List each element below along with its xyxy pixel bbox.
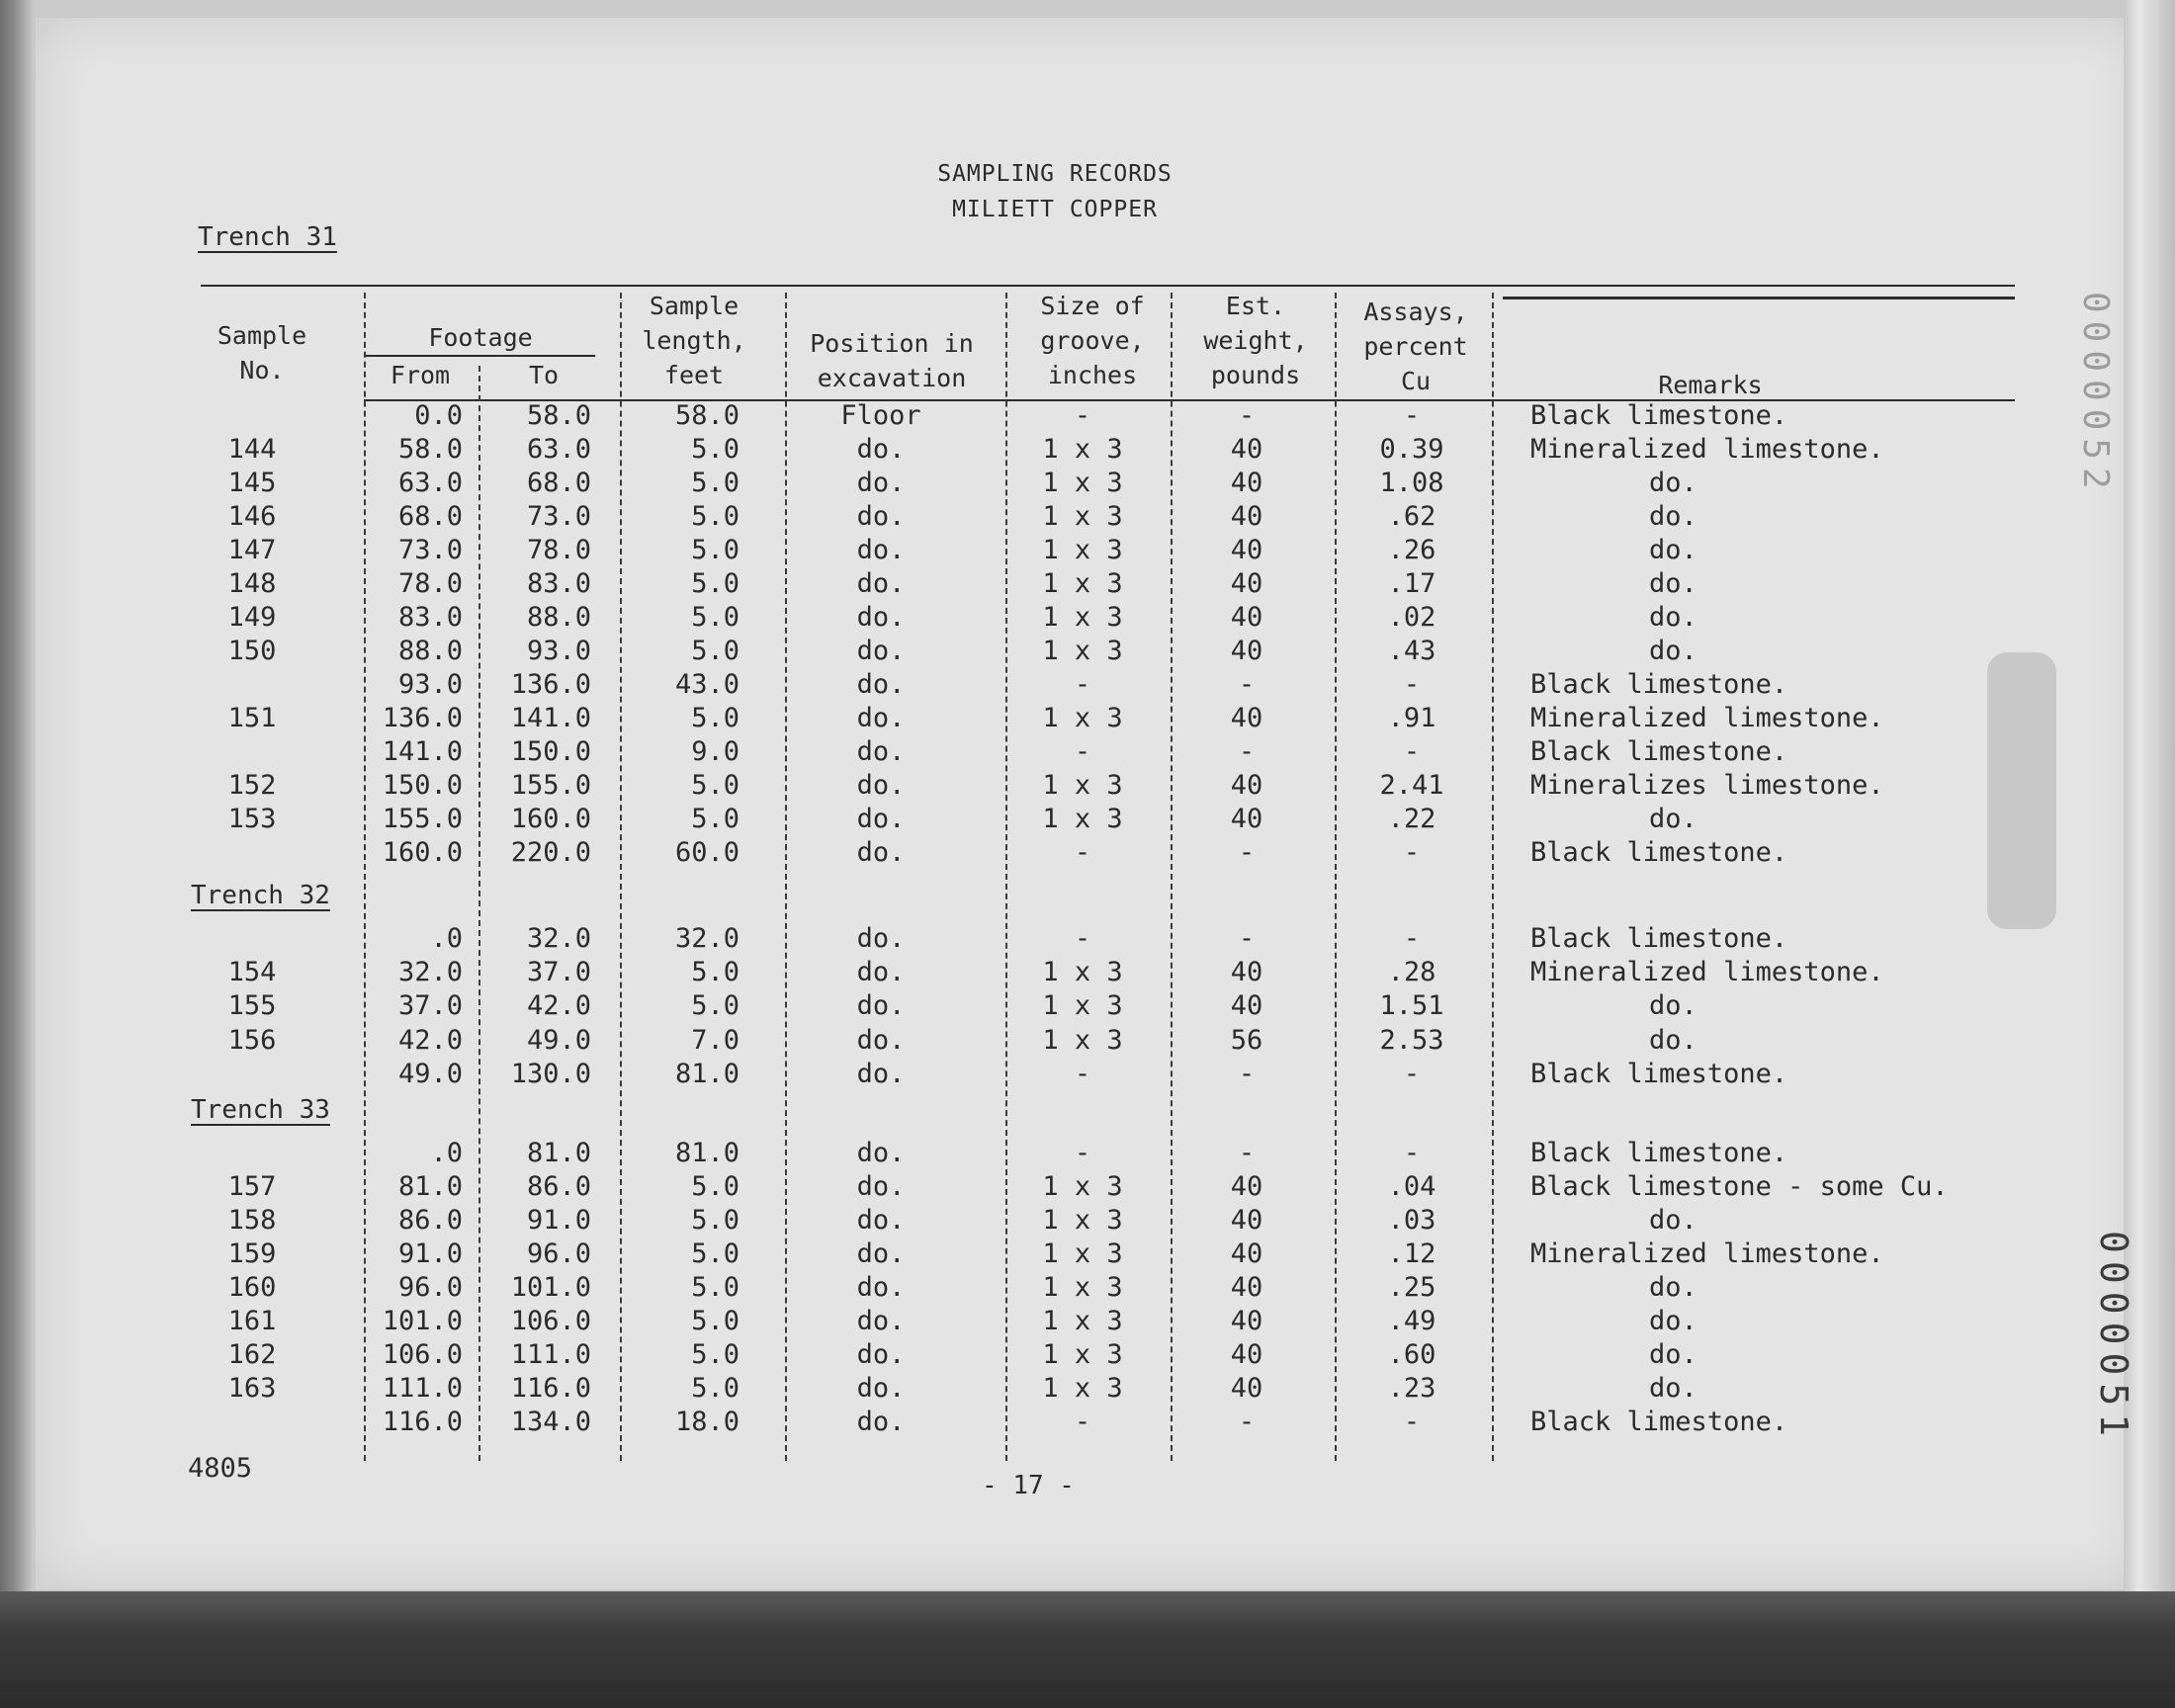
cell-footage-from: 91.0 [397, 1238, 463, 1269]
cell-sample-no [208, 1406, 297, 1439]
cell-weight: 40 [1230, 568, 1263, 599]
cell-sample-length: 5.0 [691, 468, 740, 498]
cell-sample-length: 5.0 [691, 1306, 740, 1336]
cell-remarks: do. [1649, 804, 1697, 834]
cell-footage-to: 63.0 [526, 434, 591, 465]
scan-bottom-border [0, 1591, 2175, 1708]
cell-position: do. [856, 501, 906, 532]
cell-sample-no: 151 [227, 703, 277, 733]
cell-groove-size: 1 x 3 [1042, 468, 1123, 498]
trench-label-31: Trench 31 [198, 222, 337, 252]
cell-assay-cu: .60 [1387, 1339, 1436, 1370]
header-weight-line3: pounds [1210, 361, 1301, 389]
cell-footage-from: 37.0 [397, 990, 463, 1021]
cell-footage-from: 58.0 [397, 434, 463, 465]
cell-sample-no [208, 1137, 297, 1170]
cell-remarks: do. [1649, 602, 1697, 633]
trench-label: Trench 32 [191, 881, 330, 910]
cell-weight: - [1238, 1407, 1256, 1437]
cell-footage-from: 96.0 [397, 1272, 463, 1303]
cell-sample-length: 60.0 [674, 837, 740, 868]
cell-remarks: Black limestone. [1530, 1059, 1788, 1089]
cell-remarks: do. [1649, 990, 1697, 1021]
header-groove-size [1018, 289, 1167, 392]
cell-assay-cu: .26 [1387, 535, 1436, 565]
cell-assay-cu: 2.53 [1379, 1025, 1444, 1056]
cell-assay-cu: .49 [1387, 1306, 1436, 1336]
cell-footage-from: 83.0 [397, 602, 463, 633]
cell-sample-length: 5.0 [691, 1205, 740, 1236]
header-sample-line: Sample [217, 321, 307, 350]
cell-groove-size: 1 x 3 [1042, 568, 1123, 599]
cell-sample-no: 150 [227, 636, 277, 666]
cell-groove-size: - [1074, 1059, 1091, 1089]
header-groove-line3: inches [1047, 361, 1138, 389]
cell-sample-no: 154 [227, 957, 277, 987]
paper-smudge [1987, 652, 2056, 929]
cell-sample-no: 148 [227, 568, 277, 599]
cell-sample-no: 144 [227, 434, 277, 465]
cell-remarks: Black limestone. [1530, 837, 1788, 868]
cell-remarks: do. [1649, 1205, 1697, 1236]
cell-sample-length: 5.0 [691, 636, 740, 666]
document-subtitle: MILIETT COPPER [952, 197, 1158, 222]
cell-weight: 56 [1230, 1025, 1263, 1056]
cell-sample-no: 161 [227, 1306, 277, 1336]
cell-footage-from: 86.0 [397, 1205, 463, 1236]
cell-remarks: Black limestone. [1530, 1407, 1788, 1437]
cell-remarks: Black limestone. [1530, 400, 1788, 431]
cell-footage-from: 49.0 [397, 1059, 463, 1089]
cell-weight: - [1238, 736, 1256, 767]
cell-groove-size: - [1074, 736, 1091, 767]
cell-weight: 40 [1230, 1238, 1263, 1269]
cell-sample-length: 43.0 [674, 669, 740, 700]
cell-footage-to: 86.0 [526, 1171, 591, 1202]
cell-position: do. [856, 1339, 906, 1370]
header-position-line1: Position in [810, 329, 974, 358]
cell-footage-to: 130.0 [510, 1059, 591, 1089]
cell-position: do. [856, 669, 906, 700]
cell-footage-from: 116.0 [382, 1407, 463, 1437]
cell-sample-no: 155 [227, 990, 277, 1021]
cell-remarks: do. [1649, 568, 1697, 599]
cell-sample-no: 158 [227, 1205, 277, 1236]
cell-footage-to: 83.0 [526, 568, 591, 599]
cell-weight: 40 [1230, 434, 1263, 465]
cell-remarks: Black limestone. [1530, 923, 1788, 954]
cell-footage-from: 111.0 [382, 1373, 463, 1404]
cell-sample-length: 5.0 [691, 957, 740, 987]
header-length-line2: length, [642, 326, 746, 355]
cell-sample-no: 152 [227, 770, 277, 801]
cell-weight: - [1238, 837, 1256, 868]
cell-footage-to: 96.0 [526, 1238, 591, 1269]
cell-footage-to: 101.0 [510, 1272, 591, 1303]
cell-sample-length: 32.0 [674, 923, 740, 954]
cell-assay-cu: .03 [1387, 1205, 1436, 1236]
cell-position: do. [856, 602, 906, 633]
cell-sample-no: 145 [227, 468, 277, 498]
cell-sample-length: 5.0 [691, 1272, 740, 1303]
header-length-line1: Sample [649, 292, 740, 320]
cell-sample-no: 162 [227, 1339, 277, 1370]
cell-sample-length: 5.0 [691, 1171, 740, 1202]
cell-position: do. [856, 1171, 906, 1202]
cell-weight: - [1238, 923, 1256, 954]
side-document-stamp: 0000051 [2092, 1231, 2135, 1445]
cell-sample-length: 5.0 [691, 1373, 740, 1404]
cell-position: do. [856, 568, 906, 599]
header-footage: Footage [366, 320, 595, 357]
cell-sample-no: 163 [227, 1373, 277, 1404]
cell-position: do. [856, 1025, 906, 1056]
cell-weight: 40 [1230, 535, 1263, 565]
header-weight [1181, 289, 1330, 392]
cell-assay-cu: .43 [1387, 636, 1436, 666]
cell-footage-to: 160.0 [510, 804, 591, 834]
cell-footage-to: 93.0 [526, 636, 591, 666]
cell-remarks: Mineralized limestone. [1530, 703, 1884, 733]
cell-groove-size: 1 x 3 [1042, 703, 1123, 733]
cell-weight: 40 [1230, 990, 1263, 1021]
cell-weight: - [1238, 1138, 1256, 1168]
cell-position: do. [856, 770, 906, 801]
cell-position: do. [856, 1238, 906, 1269]
cell-footage-from: .0 [430, 923, 463, 954]
cell-sample-length: 18.0 [674, 1407, 740, 1437]
cell-footage-to: 32.0 [526, 923, 591, 954]
cell-position: do. [856, 468, 906, 498]
cell-assay-cu: .02 [1387, 602, 1436, 633]
cell-remarks: Black limestone - some Cu. [1530, 1171, 1949, 1202]
header-to: To [528, 361, 560, 389]
cell-groove-size: 1 x 3 [1042, 1025, 1123, 1056]
cell-sample-no [208, 836, 297, 870]
header-assays-line1: Assays, [1363, 298, 1468, 326]
cell-position: do. [856, 1373, 906, 1404]
cell-sample-no [208, 668, 297, 702]
cell-remarks: Mineralized limestone. [1530, 1238, 1884, 1269]
cell-assay-cu: .23 [1387, 1373, 1436, 1404]
cell-groove-size: 1 x 3 [1042, 770, 1123, 801]
cell-remarks: do. [1649, 535, 1697, 565]
cell-weight: 40 [1230, 468, 1263, 498]
page-number: - 17 - [982, 1471, 1075, 1500]
cell-footage-from: 136.0 [382, 703, 463, 733]
header-sample-no [203, 318, 321, 387]
cell-weight: - [1238, 669, 1256, 700]
cell-footage-to: 150.0 [510, 736, 591, 767]
cell-sample-length: 5.0 [691, 804, 740, 834]
cell-assay-cu: - [1403, 669, 1421, 700]
cell-position: do. [856, 703, 906, 733]
cell-footage-to: 141.0 [510, 703, 591, 733]
cell-sample-length: 58.0 [674, 400, 740, 431]
cell-remarks: Black limestone. [1530, 1138, 1788, 1168]
cell-weight: 40 [1230, 602, 1263, 633]
cell-footage-to: 106.0 [510, 1306, 591, 1336]
cell-footage-from: 88.0 [397, 636, 463, 666]
cell-footage-to: 111.0 [510, 1339, 591, 1370]
cell-footage-from: 81.0 [397, 1171, 463, 1202]
cell-assay-cu: .25 [1387, 1272, 1436, 1303]
cell-groove-size: - [1074, 923, 1091, 954]
cell-sample-length: 5.0 [691, 990, 740, 1021]
cell-assay-cu: - [1403, 736, 1421, 767]
cell-weight: 40 [1230, 770, 1263, 801]
header-sample-length [625, 289, 763, 392]
cell-sample-length: 5.0 [691, 1238, 740, 1269]
column-rule [620, 293, 622, 1461]
cell-position: do. [856, 1407, 906, 1437]
cell-sample-no: 147 [227, 535, 277, 565]
cell-footage-from: 101.0 [382, 1306, 463, 1336]
cell-groove-size: 1 x 3 [1042, 990, 1123, 1021]
cell-assay-cu: 2.41 [1379, 770, 1444, 801]
cell-position: do. [856, 923, 906, 954]
cell-sample-no [208, 399, 297, 433]
cell-groove-size: 1 x 3 [1042, 1339, 1123, 1370]
cell-sample-no: 159 [227, 1238, 277, 1269]
cell-sample-length: 5.0 [691, 1339, 740, 1370]
cell-sample-length: 5.0 [691, 501, 740, 532]
cell-remarks: do. [1649, 468, 1697, 498]
cell-sample-length: 7.0 [691, 1025, 740, 1056]
cell-weight: 40 [1230, 1339, 1263, 1370]
cell-groove-size: 1 x 3 [1042, 501, 1123, 532]
cell-remarks: Mineralized limestone. [1530, 434, 1884, 465]
cell-position: do. [856, 636, 906, 666]
cell-remarks: Black limestone. [1530, 736, 1788, 767]
header-from: From [390, 361, 451, 389]
cell-weight: 40 [1230, 636, 1263, 666]
cell-sample-length: 5.0 [691, 568, 740, 599]
cell-weight: - [1238, 400, 1256, 431]
cell-sample-no: 149 [227, 602, 277, 633]
cell-sample-length: 5.0 [691, 602, 740, 633]
cell-weight: 40 [1230, 1272, 1263, 1303]
cell-footage-from: 155.0 [382, 804, 463, 834]
cell-assay-cu: - [1403, 1059, 1421, 1089]
cell-assay-cu: 1.51 [1379, 990, 1444, 1021]
cell-remarks: do. [1649, 1339, 1697, 1370]
cell-assay-cu: .91 [1387, 703, 1436, 733]
cell-footage-to: 68.0 [526, 468, 591, 498]
cell-assay-cu: .22 [1387, 804, 1436, 834]
cell-remarks: do. [1649, 1025, 1697, 1056]
cell-footage-to: 136.0 [510, 669, 591, 700]
cell-sample-no [208, 1058, 297, 1091]
cell-footage-to: 91.0 [526, 1205, 591, 1236]
trench-label: Trench 33 [191, 1095, 330, 1125]
header-position-line2: excavation [817, 364, 967, 392]
cell-remarks: Black limestone. [1530, 669, 1788, 700]
cell-position: do. [856, 1059, 906, 1089]
header-groove-line2: groove, [1040, 326, 1145, 355]
cell-footage-from: 93.0 [397, 669, 463, 700]
cell-weight: 40 [1230, 1171, 1263, 1202]
column-rule [1005, 293, 1007, 1461]
cell-weight: 40 [1230, 1373, 1263, 1404]
cell-footage-from: 32.0 [397, 957, 463, 987]
cell-sample-no [208, 735, 297, 769]
cell-remarks: do. [1649, 1272, 1697, 1303]
cell-footage-to: 88.0 [526, 602, 591, 633]
header-position [783, 326, 1000, 395]
cell-sample-length: 9.0 [691, 736, 740, 767]
cell-weight: - [1238, 1059, 1256, 1089]
cell-position: do. [856, 804, 906, 834]
cell-position: do. [856, 1306, 906, 1336]
cell-sample-no [208, 922, 297, 956]
header-length-line3: feet [663, 361, 725, 389]
cell-remarks: do. [1649, 1306, 1697, 1336]
cell-weight: 40 [1230, 703, 1263, 733]
cell-groove-size: 1 x 3 [1042, 1171, 1123, 1202]
cell-remarks: Mineralized limestone. [1530, 957, 1884, 987]
cell-position: do. [856, 535, 906, 565]
cell-footage-to: 58.0 [526, 400, 591, 431]
cell-position: do. [856, 837, 906, 868]
cell-assay-cu: - [1403, 837, 1421, 868]
cell-assay-cu: - [1403, 1407, 1421, 1437]
cell-footage-from: 0.0 [414, 400, 463, 431]
header-assays [1347, 295, 1485, 398]
cell-position: do. [856, 1272, 906, 1303]
remarks-top-rule [1503, 297, 2015, 299]
cell-remarks: do. [1649, 1373, 1697, 1404]
cell-position: do. [856, 736, 906, 767]
cell-footage-from: 141.0 [382, 736, 463, 767]
cell-groove-size: - [1074, 1407, 1091, 1437]
cell-sample-no: 146 [227, 501, 277, 532]
cell-footage-from: .0 [430, 1138, 463, 1168]
ghost-document-stamp: 0000052 [2075, 292, 2116, 497]
cell-footage-to: 134.0 [510, 1407, 591, 1437]
header-weight-line1: Est. [1225, 292, 1286, 320]
cell-weight: 40 [1230, 957, 1263, 987]
column-rule [1492, 293, 1494, 1461]
cell-footage-from: 63.0 [397, 468, 463, 498]
cell-sample-length: 5.0 [691, 703, 740, 733]
cell-sample-no: 160 [227, 1272, 277, 1303]
cell-groove-size: 1 x 3 [1042, 535, 1123, 565]
cell-remarks: do. [1649, 636, 1697, 666]
cell-footage-to: 155.0 [510, 770, 591, 801]
cell-groove-size: 1 x 3 [1042, 1306, 1123, 1336]
cell-assay-cu: 0.39 [1379, 434, 1444, 465]
header-assays-line2: percent [1363, 332, 1468, 361]
cell-footage-to: 49.0 [526, 1025, 591, 1056]
cell-groove-size: 1 x 3 [1042, 1373, 1123, 1404]
cell-footage-to: 81.0 [526, 1138, 591, 1168]
header-remarks: Remarks [1658, 371, 1763, 399]
cell-footage-from: 150.0 [382, 770, 463, 801]
cell-assay-cu: - [1403, 400, 1421, 431]
cell-footage-to: 42.0 [526, 990, 591, 1021]
cell-assay-cu: .28 [1387, 957, 1436, 987]
cell-footage-from: 68.0 [397, 501, 463, 532]
cell-assay-cu: .17 [1387, 568, 1436, 599]
cell-footage-to: 73.0 [526, 501, 591, 532]
cell-groove-size: - [1074, 837, 1091, 868]
cell-groove-size: - [1074, 400, 1091, 431]
cell-footage-from: 78.0 [397, 568, 463, 599]
cell-sample-no: 157 [227, 1171, 277, 1202]
cell-assay-cu: - [1403, 1138, 1421, 1168]
document-title: SAMPLING RECORDS [937, 161, 1173, 187]
header-no-line: No. [239, 356, 285, 384]
cell-groove-size: 1 x 3 [1042, 804, 1123, 834]
cell-position: Floor [840, 400, 921, 431]
cell-remarks: do. [1649, 501, 1697, 532]
cell-weight: 40 [1230, 804, 1263, 834]
cell-footage-to: 78.0 [526, 535, 591, 565]
cell-sample-no: 153 [227, 804, 277, 834]
cell-position: do. [856, 1138, 906, 1168]
cell-sample-length: 5.0 [691, 535, 740, 565]
header-assays-line3: Cu [1400, 367, 1432, 395]
cell-footage-to: 220.0 [510, 837, 591, 868]
cell-assay-cu: 1.08 [1379, 468, 1444, 498]
cell-weight: 40 [1230, 1306, 1263, 1336]
cell-weight: 40 [1230, 1205, 1263, 1236]
cell-footage-from: 42.0 [397, 1025, 463, 1056]
cell-footage-from: 160.0 [382, 837, 463, 868]
cell-sample-length: 81.0 [674, 1059, 740, 1089]
cell-sample-no: 156 [227, 1025, 277, 1056]
cell-weight: 40 [1230, 501, 1263, 532]
cell-assay-cu: .12 [1387, 1238, 1436, 1269]
cell-groove-size: 1 x 3 [1042, 957, 1123, 987]
cell-sample-length: 81.0 [674, 1138, 740, 1168]
header-weight-line2: weight, [1203, 326, 1308, 355]
cell-assay-cu: .04 [1387, 1171, 1436, 1202]
cell-groove-size: 1 x 3 [1042, 1272, 1123, 1303]
header-top-rule [201, 285, 2015, 287]
cell-footage-to: 37.0 [526, 957, 591, 987]
cell-footage-from: 73.0 [397, 535, 463, 565]
cell-remarks: Mineralizes limestone. [1530, 770, 1884, 801]
cell-groove-size: 1 x 3 [1042, 434, 1123, 465]
cell-groove-size: - [1074, 1138, 1091, 1168]
cell-footage-to: 116.0 [510, 1373, 591, 1404]
cell-groove-size: 1 x 3 [1042, 1205, 1123, 1236]
header-groove-line1: Size of [1040, 292, 1145, 320]
cell-groove-size: 1 x 3 [1042, 602, 1123, 633]
cell-groove-size: - [1074, 669, 1091, 700]
cell-assay-cu: - [1403, 923, 1421, 954]
cell-sample-length: 5.0 [691, 434, 740, 465]
cell-position: do. [856, 957, 906, 987]
cell-groove-size: 1 x 3 [1042, 636, 1123, 666]
cell-sample-length: 5.0 [691, 770, 740, 801]
cell-position: do. [856, 434, 906, 465]
cell-position: do. [856, 990, 906, 1021]
document-code: 4805 [188, 1453, 253, 1484]
cell-footage-from: 106.0 [382, 1339, 463, 1370]
cell-assay-cu: .62 [1387, 501, 1436, 532]
cell-groove-size: 1 x 3 [1042, 1238, 1123, 1269]
cell-position: do. [856, 1205, 906, 1236]
